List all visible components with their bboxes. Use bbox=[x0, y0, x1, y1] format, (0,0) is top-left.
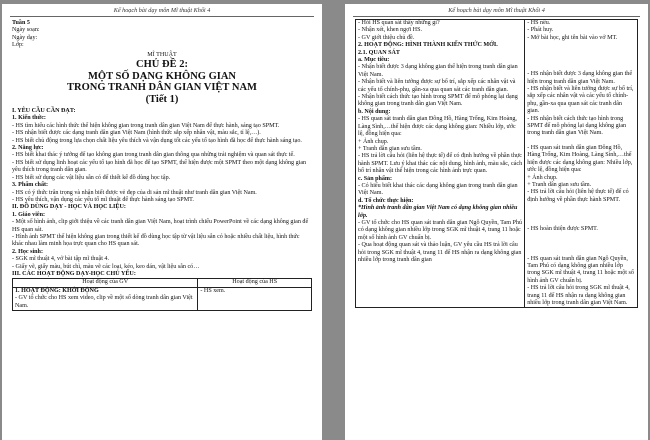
paragraph: - SGK mĩ thuật 4, vở bài tập mĩ thuật 4. bbox=[12, 256, 109, 263]
activity-heading: 1. HOẠT ĐỘNG: KHỞI ĐỘNG bbox=[15, 287, 99, 294]
cell-text: - Nhận biết được 3 dạng không gian thể hiện trong tranh dân gian Việt Nam. bbox=[358, 64, 518, 78]
section-heading: II. ĐỒ DÙNG DẠY - HỌC VÀ HỌC LIỆU: bbox=[12, 204, 126, 211]
item-heading: c. Sản phẩm: bbox=[358, 175, 393, 182]
activities-table bbox=[355, 19, 638, 308]
cell-text: - Nhận biết và liên tưởng được sự bố trí, sắp xếp các nhân vật và các yếu tố chính-phụ, gần-xa qua quan sát các tranh dân gian. bbox=[358, 79, 516, 93]
paragraph: - HS biết sử dụng linh hoạt các yếu tố tạo hình đã học để tạo SPMT, thể hiện được một SPMT theo một dạng không gian yêu thích trong tranh dân gian. bbox=[12, 159, 307, 174]
cell-text: - HS trả lời câu hỏi (liên hệ thực tế) để có định hướng về phần thực hành SPMT. bbox=[527, 189, 629, 203]
cell-text: - HS nêu. bbox=[527, 20, 551, 26]
cell-text: - Nhận xét, khen ngợi HS. bbox=[358, 27, 422, 34]
cell-text: + Tranh dân gian sưu tầm. bbox=[527, 181, 592, 188]
cell-text: - Qua hoạt động quan sát và thảo luận, GV yêu cầu HS trả lời câu hỏi trong SGK mĩ thuật 4, trang 11 để HS nhận ra dạng không gian nhiều lớp trong tranh dân gian bbox=[358, 242, 522, 263]
activities-table bbox=[12, 278, 312, 311]
cell-text: - HS quan sát tranh dân gian Đông Hồ, Hàng Trống, Kim Hoàng, Làng Sình,…thể hiện được các dạng không gian: Nhiều lớp, ước lệ, đồng hiện qua: bbox=[527, 144, 633, 174]
class-label: Lớp: bbox=[12, 42, 24, 49]
cell-text: - HS xem. bbox=[200, 287, 226, 294]
activity-heading: 2. HOẠT ĐỘNG: HÌNH THÀNH KIẾN THỨC MỚI. bbox=[358, 42, 498, 49]
paragraph: - Hình ảnh SPMT thể hiện không gian trong thiết kế đồ dùng học tập từ vật liệu sẵn có hoặc nhiều chất liệu, hình thức khác nhau làm minh họa trực quan cho HS quan sát. bbox=[12, 233, 300, 248]
cell-text: - HS quan sát tranh dân gian Ngô Quyền, Tam Phú có dạng không gian nhiều lớp trong SGK mĩ thuật 4, trang 11 hoặc một số hình ảnh GV chuẩn bị. bbox=[527, 255, 634, 284]
page-header: Kế hoạch bài dạy môn Mĩ thuật Khối 4 bbox=[113, 7, 211, 14]
lesson-period: (Tiết 1) bbox=[145, 93, 179, 105]
document-page-left bbox=[2, 4, 322, 440]
cell-text: + Ảnh chụp. bbox=[358, 138, 389, 145]
date-prepared: Ngày soạn: bbox=[12, 27, 40, 34]
item-heading: a. Mục tiêu: bbox=[358, 57, 390, 64]
cell-text: - GV giới thiệu chủ đề. bbox=[358, 34, 415, 41]
cell-text: - HS trả lời câu hỏi (liên hệ thực tế) để có định hướng về phần thực hành SPMT. Lưu ý khai thác các nội dung, hình ảnh, màu sắc, cách bố trí nhân vật thể hiện trong các hình ảnh trực quan. bbox=[358, 153, 523, 175]
cell-text: - HS nhận biết và liên tưởng được sự bố trí, sắp xếp các nhân vật và các yếu tố chính-phụ, gần-xa qua quan sát các tranh dân gian. bbox=[527, 86, 634, 115]
cell-text: + Ảnh chụp. bbox=[527, 174, 558, 181]
paragraph: - HS yêu thích, vận dụng các yếu tố mĩ thuật để thực hành sáng tạo SPMT. bbox=[12, 196, 194, 203]
subsection-heading: 3. Phẩm chất: bbox=[12, 182, 49, 189]
teacher-cell bbox=[13, 287, 198, 310]
page-content bbox=[2, 17, 322, 311]
cell-text: - Mở bài học, ghi tên bài vào vở MT. bbox=[527, 34, 618, 41]
table-header-row bbox=[13, 279, 312, 287]
subsection-heading: 2. Năng lực: bbox=[12, 145, 44, 152]
paragraph: - HS tìm hiểu các hình thức thể hiện không gian trong tranh dân gian Việt Nam để thực hành, sáng tạo SPMT. bbox=[12, 122, 280, 129]
subsection-heading: 1. Giáo viên: bbox=[12, 211, 46, 218]
lesson-title-line1: MỘT SỐ DẠNG KHÔNG GIAN bbox=[88, 70, 236, 82]
item-heading: d. Tổ chức thực hiện: bbox=[358, 197, 414, 204]
cell-text: - Nhận biết cách thức tạo hình trong SPMT để mô phỏng lại dạng không gian trong tranh dân gian Việt Nam. bbox=[358, 94, 518, 108]
cell-text: - Hỏi HS quan sát thấy những gì? bbox=[358, 20, 440, 26]
date-taught: Ngày dạy: bbox=[12, 34, 38, 41]
subsection-heading: 1. Kiến thức: bbox=[12, 115, 46, 122]
page-header: Kế hoạch bài dạy môn Mĩ thuật Khối 4 bbox=[448, 7, 545, 14]
column-header-teacher: Hoạt động của GV bbox=[13, 279, 198, 287]
cell-text: - Phát huy. bbox=[527, 27, 554, 34]
activity-subheading: 2.1. QUAN SÁT bbox=[358, 49, 400, 56]
document-page-right bbox=[345, 4, 648, 440]
paragraph: - HS biết sử dụng các vật liệu sẵn có để thiết kế đồ dùng học tập. bbox=[12, 174, 171, 181]
table-row bbox=[13, 287, 312, 310]
page-content bbox=[345, 17, 648, 308]
lesson-title-line2: TRONG TRANH DÂN GIAN VIỆT NAM bbox=[67, 82, 257, 94]
cell-text: - Có hiểu biết khai thác các dạng không gian trong tranh dân gian Việt Nam. bbox=[358, 182, 518, 197]
cell-text: - GV tổ chức cho HS xem video, clip về một số dòng tranh dân gian Việt Nam. bbox=[15, 295, 193, 309]
item-subheading: *Hình ảnh tranh dân gian Việt Nam có dạng không gian nhiều lớp. bbox=[358, 205, 518, 219]
teacher-cell bbox=[356, 20, 525, 308]
paragraph: - HS biết chủ động trong lựa chọn chất liệu yêu thích và vận dụng tốt các yếu tố tạo hình đã học để thực hành sáng tạo. bbox=[12, 137, 302, 144]
section-heading: III. CÁC HOẠT ĐỘNG DẠY-HỌC CHỦ YẾU: bbox=[12, 270, 136, 277]
table-row bbox=[356, 20, 638, 308]
cell-text: - HS quan sát tranh dân gian Đông Hồ, Hàng Trống, Kim Hoàng, Làng Sình,…thể hiện được các dạng không gian: Nhiều lớp, ước lệ, đồng hiện qua: bbox=[358, 116, 517, 138]
cell-text: - HS nhận biết cách thức tạo hình trong SPMT để mô phỏng lại dạng không gian trong tranh dân gian Việt Nam. bbox=[527, 115, 627, 137]
cell-text: - HS trả lời câu hỏi trong SGK mĩ thuật 4, trang 11 để HS nhận ra dạng không gian nhiều lớp trong tranh dân gian Việt Nam. bbox=[527, 285, 630, 306]
paragraph: - HS nhận biết được các dạng tranh dân gian Việt Nam (hình thức sắp xếp nhân vật, màu sắc, tỉ lệ,…). bbox=[12, 130, 261, 137]
cell-text: - GV tổ chức cho HS quan sát tranh dân gian Ngô Quyền, Tam Phú có dạng không gian nhiều lớp trong SGK mĩ thuật 4, trang 11 hoặc một số hình ảnh GV chuẩn bị. bbox=[358, 219, 522, 241]
cell-text: - HS nhận biết được 3 dạng không gian thể hiện trong tranh dân gian Việt Nam. bbox=[527, 71, 633, 85]
paragraph: - Một số hình ảnh, clip giới thiệu về các tranh dân gian Việt Nam, hoạt trình chiếu PowerPoint về các dạng không gian để HS quan sát. bbox=[12, 219, 309, 233]
item-heading: b. Nội dung: bbox=[358, 108, 391, 115]
week-label: Tuần 5 bbox=[12, 20, 30, 26]
cell-text: - HS hoàn thiện được SPMT. bbox=[527, 226, 598, 233]
paragraph: - HS có ý thức trân trọng và nhận biết được vẻ đẹp của di sản mĩ thuật như tranh dân gian Việt Nam. bbox=[12, 189, 257, 196]
student-cell bbox=[198, 287, 312, 310]
paragraph: - HS biết khai thác ý tưởng để tạo không gian trong tranh dân gian thông qua những trải nghiệm và quan sát thực tế. bbox=[12, 152, 295, 159]
topic-title: CHỦ ĐỀ 2: bbox=[136, 59, 188, 71]
subject-label: MĨ THUẬT bbox=[147, 51, 177, 58]
section-heading: I. YÊU CẦU CẦN ĐẠT: bbox=[12, 108, 76, 115]
cell-text: + Tranh dân gian sưu tầm. bbox=[358, 145, 422, 152]
paragraph: - Giấy vẽ, giấy màu, bút chì, màu vẽ các loại, kéo, keo dán, vật liệu sẵn có… bbox=[12, 263, 200, 270]
column-header-student: Hoạt động của HS bbox=[198, 279, 312, 287]
student-cell bbox=[525, 20, 638, 308]
subsection-heading: 2. Học sinh: bbox=[12, 248, 43, 255]
